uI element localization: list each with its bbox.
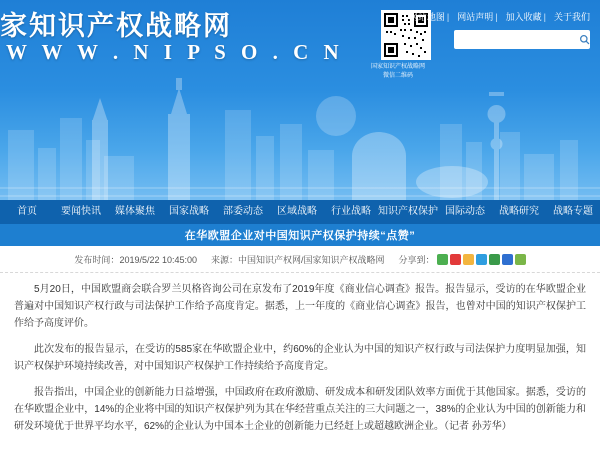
site-logo-url: W W W . N I P S O . C N <box>6 40 344 64</box>
article-paragraph: 5月20日，中国欧盟商会联合罗兰贝格咨询公司在京发布了2019年度《商业信心调查》报告。报告显示，受访的在华欧盟企业普遍对中国知识产权行政与司法保护工作给予高度肯定。据悉，上一年度的《商业信心调查》报告，也曾对中国的知识产权保护工作给予高度评价。 <box>14 284 586 329</box>
nav-item-international[interactable]: 国际动态 <box>445 206 485 217</box>
site-logo-chinese: 家知识产权战略网 <box>0 11 232 41</box>
nav-item-national-strategy[interactable]: 国家战略 <box>169 206 209 217</box>
nav-item-media[interactable]: 媒体聚焦 <box>115 206 155 217</box>
weibo-share-icon[interactable] <box>450 254 461 265</box>
nav-item-research[interactable]: 战略研究 <box>499 206 539 217</box>
publish-time: 发布时间：2019/5/22 10:45:00 <box>74 254 198 265</box>
page-title: 在华欧盟企业对中国知识产权保护持续“点赞” <box>0 224 600 246</box>
nav-item-topics[interactable]: 战略专题 <box>553 206 593 217</box>
search-input[interactable] <box>454 30 578 49</box>
qq-share-icon[interactable] <box>476 254 487 265</box>
top-link-about[interactable]: 关于我们 <box>553 12 590 22</box>
qr-caption-line2: 微信二维码 <box>382 73 413 79</box>
article-body <box>0 273 600 435</box>
nav-item-ministry[interactable]: 部委动态 <box>223 206 263 217</box>
main-nav <box>0 200 600 224</box>
qzone-share-icon[interactable] <box>463 254 474 265</box>
search-icon[interactable] <box>578 30 590 49</box>
nav-item-regional[interactable]: 区域战略 <box>277 206 317 217</box>
nav-item-ip-protection[interactable]: 知识产权保护 <box>378 206 438 217</box>
share-label: 分享到： <box>398 254 435 265</box>
top-links: 网站地图 | 网站声明 | 加入收藏 | 关于我们 <box>408 12 590 22</box>
search-box[interactable] <box>454 30 590 49</box>
article-paragraph: 此次发布的报告显示，在受访的585家在华欧盟企业中，约60%的企业认为中国的知识产权行政与司法保护力度明显加强，知识产权保护环境持续改善，对中国知识产权保护工作持续给予高度肯定。 <box>14 344 586 372</box>
nav-item-news[interactable]: 要闻快讯 <box>61 206 101 217</box>
article-paragraph: 报告指出，中国企业的创新能力日益增强，中国政府在政府激励、研发成本和研发团队效率方面优于其他国家。据悉，受访的在华欧盟企业中，14%的企业将中国的知识产权保护列为其在华经营重点关注的三大问题之一，38%的企业认为中国的创新能力和研发环境优于世界平均水平，62%的企业认为中国本土企业的创新能力已经赶上或超越欧洲企业。（记者 孙芳华） <box>14 387 586 432</box>
share-bar <box>399 253 526 266</box>
renren-share-icon[interactable] <box>502 254 513 265</box>
skyline-illustration <box>0 70 600 200</box>
nav-item-industry[interactable]: 行业战略 <box>331 206 371 217</box>
nav-item-home[interactable]: 首页 <box>17 206 37 217</box>
top-link-statement[interactable]: 网站声明 <box>457 12 494 22</box>
qr-caption-line1: 国家知识产权战略网 <box>370 64 425 70</box>
article-meta <box>0 246 600 273</box>
qr-code-caption <box>370 63 433 81</box>
douban-share-icon[interactable] <box>489 254 500 265</box>
top-link-sitemap[interactable]: 网站地图 <box>408 12 445 22</box>
article-source: 来源：中国知识产权网/国家知识产权战略网 <box>211 254 385 265</box>
more-share-icon[interactable] <box>515 254 526 265</box>
top-link-favorite[interactable]: 加入收藏 <box>505 12 542 22</box>
wechat-share-icon[interactable] <box>437 254 448 265</box>
site-banner <box>0 0 600 200</box>
